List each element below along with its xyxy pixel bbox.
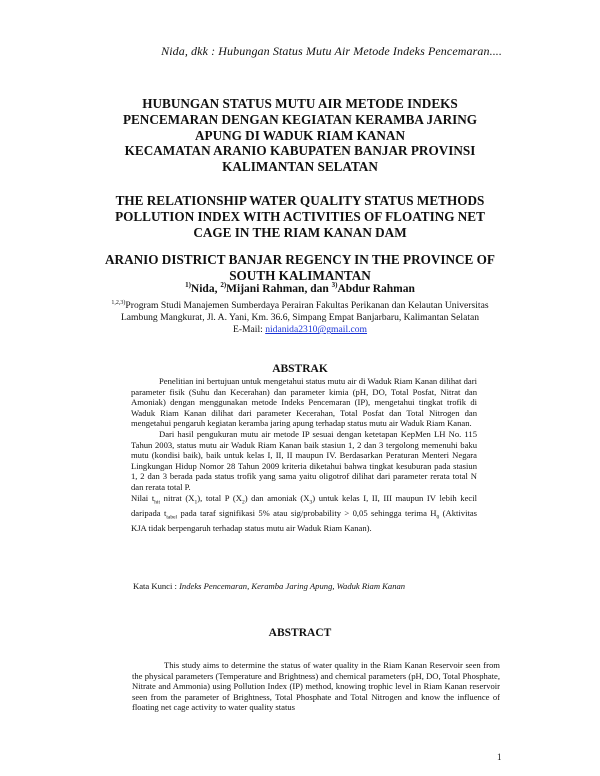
- abstrak-paragraph: [131, 493, 477, 534]
- affiliation-marker: 1,2,3): [111, 300, 126, 306]
- subscript: 0: [436, 514, 440, 521]
- title-english: [80, 193, 520, 240]
- abstrak-body: [131, 376, 477, 534]
- text-run: ) dan amoniak (X: [244, 492, 310, 503]
- author-marker: 1): [185, 281, 191, 289]
- affiliation-line: [60, 297, 540, 312]
- text-run: ), total P (X: [197, 492, 242, 503]
- title-line: HUBUNGAN STATUS MUTU AIR METODE INDEKS: [142, 96, 458, 111]
- subscript: 2: [241, 499, 245, 506]
- subscript: 3: [309, 499, 313, 506]
- title-line: KALIMANTAN SELATAN: [222, 159, 378, 175]
- page-number: 1: [497, 752, 502, 762]
- abstrak-paragraph: Dari hasil pengukuran mutu air metode IP sesuai dengan ketetapan KepMen LH No. 115 Tahun 2003, status mutu air Waduk Riam Kanan baik stasiun 1, 2 dan 3 tergolong memenuhi baku mutu (kondisi baik), baik untuk kelas I, II, II maupun IV. Berdasarkan Peraturan Menteri Negara Lingkungan Hidup Nomor 28 Tahun 2009 kriteria diketahui bahwa tingkat kesuburan pada stasiun 1, 2 dan 3 berada pada status trofik yang sama yaitu oligotrof dilihat dari parameter rerata total N dan rerata total P.: [131, 428, 477, 492]
- author-name: Mijani Rahman, dan: [226, 282, 332, 295]
- abstract-paragraph: This study aims to determine the status of water quality in the Riam Kanan Reservoir seen from the physical parameters (Temperature and Brightness) and chemical parameters (pH, DO, Total Phosphate, Nitrate and Ammonia) using Pollution Index (IP) method, knowing trophic level in Riam Kanan reservoir seen from the parameter of Brightness, Total Phosphate and Total Nitrogen and know the influence of floating net cage activity to water quality status: [132, 660, 500, 713]
- title-line: THE RELATIONSHIP WATER QUALITY STATUS METHODS: [115, 192, 485, 208]
- title-line: SOUTH KALIMANTAN: [229, 268, 371, 284]
- text-run: nitrat (X: [160, 492, 195, 503]
- text-run: ) untuk kelas I, II, III maupun IV lebih kecil daripada t: [131, 492, 477, 518]
- author-marker: 3): [331, 281, 338, 289]
- keywords-label: Kata Kunci :: [133, 581, 180, 591]
- subscript: 1: [194, 499, 198, 506]
- text-run: Nilai t: [131, 492, 155, 503]
- author-list: [60, 281, 540, 295]
- title-english-subtitle: [80, 252, 520, 284]
- keywords: [133, 581, 405, 591]
- text-run: pada taraf signifikasi 5% atau sig/probability > 0,05 sehingga terima H: [177, 507, 437, 518]
- email-label: E-Mail:: [232, 324, 266, 336]
- title-line: CAGE IN THE RIAM KANAN DAM: [193, 224, 407, 240]
- author-name: Abdur Rahman: [337, 282, 415, 295]
- email-line: [60, 324, 540, 336]
- affiliation: [60, 297, 540, 336]
- title-line: KECAMATAN ARANIO KABUPATEN BANJAR PROVINSI: [124, 143, 476, 159]
- paper-title-block: [80, 96, 520, 284]
- title-line: ARANIO DISTRICT BANJAR REGENCY IN THE PROVINCE OF: [105, 252, 495, 268]
- email-link[interactable]: nidanida2310@gmail.com: [265, 324, 368, 336]
- title-line: APUNG DI WADUK RIAM KANAN: [194, 127, 406, 143]
- text-run: (Aktivitas KJA tidak berpengaruh terhadap status mutu air Waduk Riam Kanan).: [131, 507, 478, 534]
- abstrak-paragraph: Penelitian ini bertujuan untuk mengetahui status mutu air di Waduk Riam Kanan dilihat dari parameter fisik (Suhu dan Kecerahan) dan parameter kimia (pH, DO, Total Posfat, Nitrat dan Amoniak) dengan menggunakan metode Indeks Pencemaran (IP), mengetahui tingkat trofik di Waduk Riam Kanan dilihat dari parameter Kecerahan, Total Posfat dan Total Nitrogen dan mengetahui pengaruh kegiatan keramba jaring apung terhadap status mutu air Waduk Riam Kanan.: [131, 376, 477, 429]
- author-marker: 2): [220, 281, 227, 289]
- keywords-text: Indeks Pencemaran, Keramba Jaring Apung, Waduk Riam Kanan: [179, 581, 406, 591]
- title-line: POLLUTION INDEX WITH ACTIVITIES OF FLOATING NET: [115, 208, 485, 224]
- abstract-body: [132, 660, 500, 713]
- affiliation-line: Lambung Mangkurat, Jl. A. Yani, Km. 36.6, Simpang Empat Banjarbaru, Kalimantan Selatan: [120, 312, 480, 324]
- title-indonesian: [80, 96, 520, 175]
- author-name: Nida,: [190, 282, 221, 295]
- running-head: Nida, dkk : Hubungan Status Mutu Air Metode Indeks Pencemaran....: [161, 44, 502, 58]
- subscript: tabel: [166, 514, 178, 521]
- title-line: PENCEMARAN DENGAN KEGIATAN KERAMBA JARING: [122, 111, 478, 127]
- subscript: hit: [154, 499, 161, 506]
- abstrak-heading: ABSTRAK: [272, 363, 328, 375]
- abstract-heading: ABSTRACT: [268, 627, 332, 639]
- affiliation-text: Program Studi Manajemen Sumberdaya Perairan Fakultas Perikanan dan Kelautan Universitas: [125, 300, 489, 312]
